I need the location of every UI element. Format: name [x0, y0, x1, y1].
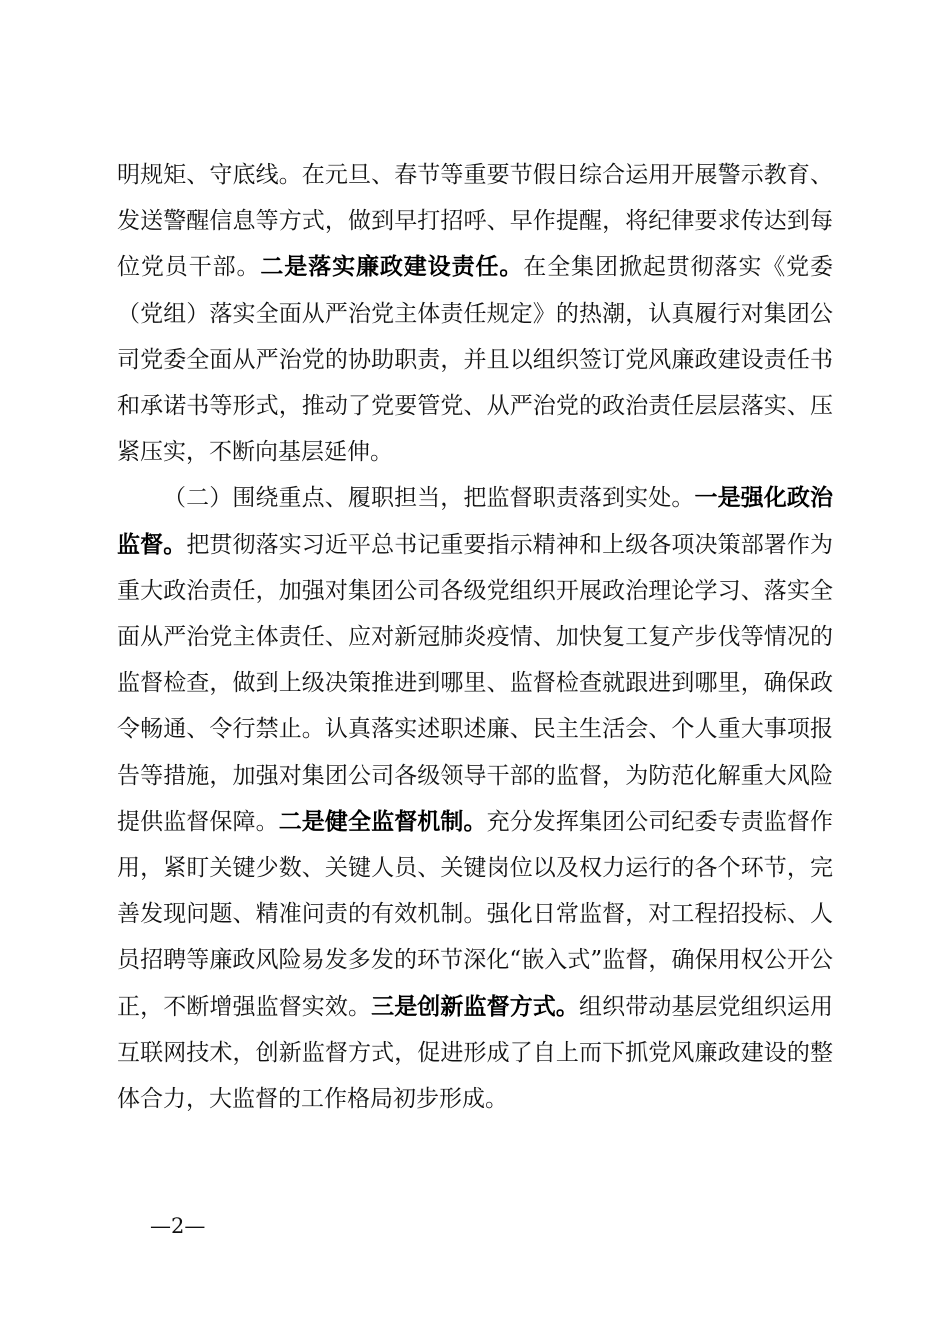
paragraph-2-text-2: 充分发挥集团公司纪委专责监督作用，紧盯关键少数、关键人员、关键岗位以及权力运行的各个环节，完善发现问题、精准问责的有效机制。强化日常监督，对工程招投标、人员招聘等廉政风险易发多发的环节深化“嵌入式”监督，确保用权公开公正，不断增强监督实效。: [117, 808, 834, 1020]
page-number: —2—: [150, 1214, 206, 1238]
paragraph-1: [117, 152, 833, 475]
paragraph-2-text-3: 组织带动基层党组织运用互联网技术，创新监督方式，促进形成了自上而下抓党风廉政建设的整体合力，大监督的工作格局初步形成。: [117, 993, 834, 1113]
paragraph-2-section-heading: （二）围绕重点、履职担当，把监督职责落到实处。: [163, 485, 695, 512]
paragraph-2: [117, 475, 833, 1122]
document-body: [117, 152, 833, 1122]
paragraph-1-text-1: 明规矩、守底线。在元旦、春节等重要节假日综合运用开展警示教育、发送警醒信息等方式，做到早打招呼、早作提醒，将纪律要求传达到每位党员干部。: [117, 162, 833, 281]
paragraph-1-text-2: 在全集团掀起贯彻落实《党委（党组）落实全面从严治党主体责任规定》的热潮，认真履行对集团公司党委全面从严治党的协助职责，并且以组织签订党风廉政建设责任书和承诺书等形式，推动了党要管党、从严治党的政治责任层层落实、压紧压实，不断向基层延伸。: [117, 254, 834, 466]
paragraph-2-heading-1: 一是强化政治监督。: [117, 484, 834, 558]
paragraph-2-text-1: 把贯彻落实习近平总书记重要指示精神和上级各项决策部署作为重大政治责任，加强对集团公司各级党组织开展政治理论学习、落实全面从严治党主体责任、应对新冠肺炎疫情、加快复工复产步伐等情况的监督检查，做到上级决策推进到哪里、监督检查就跟进到哪里，确保政令畅通、令行禁止。认真落实述职述廉、民主生活会、个人重大事项报告等措施，加强对集团公司各级领导干部的监督，为防范化解重大风险提供监督保障。: [117, 531, 834, 835]
paragraph-2-heading-3: 三是创新监督方式。: [371, 992, 580, 1020]
paragraph-2-heading-2: 二是健全监督机制。: [278, 807, 487, 835]
paragraph-1-heading-2: 二是落实廉政建设责任。: [260, 253, 524, 281]
